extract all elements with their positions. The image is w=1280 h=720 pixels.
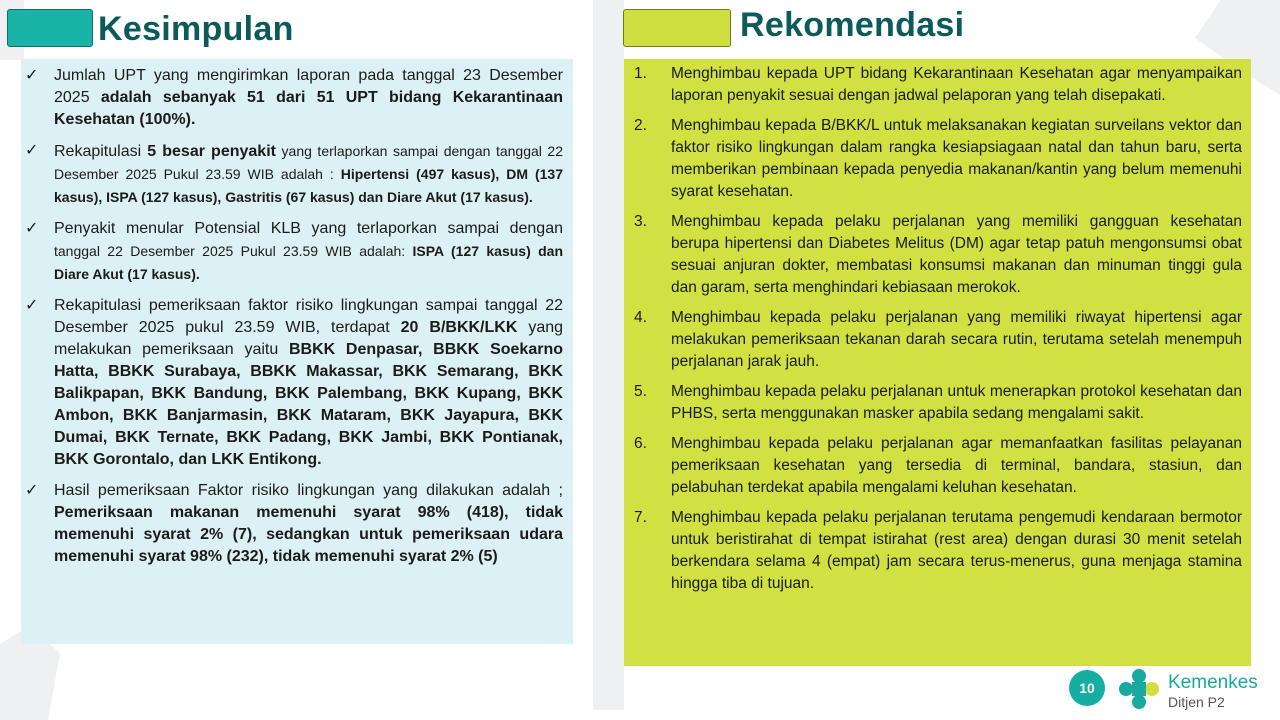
conclusion-text-bold: BBKK Denpasar, BBKK Soekarno Hatta, BBKK Surabaya, BBKK Makassar, BKK Semarang, BKK Balikpapan, BKK Bandung, BKK Palembang, BKK Kupang, BKK Ambon, BKK Banjarmasin, BKK Mataram, BKK Jayapura, BKK Dumai, BKK Ternate, BKK Padang, BKK Jambi, BKK Pontianak, BKK Gorontalo, dan LKK Entikong. [54, 341, 563, 468]
conclusion-text-bold: 20 B/BKK/LKK [400, 319, 518, 336]
recommendation-text: Menghimbau kepada pelaku perjalanan yang memiliki gangguan kesehatan berupa hipertensi dan Diabetes Melitus (DM) agar tetap patuh mengonsumsi obat sesuai anjuran dokter, membatasi konsumsi makanan dan minuman tinggi gula dan garam, serta menghindari kebiasaan merokok. [671, 213, 1242, 296]
conclusion-text: Rekapitulasi [54, 143, 148, 160]
conclusion-text-bold: adalah sebanyak 51 dari 51 UPT bidang Kekarantinaan Kesehatan (100%). [54, 89, 563, 128]
recommendation-text: Menghimbau kepada UPT bidang Kekarantinaan Kesehatan agar menyampaikan laporan penyakit sesuai dengan jadwal pelaporan yang telah disepakati. [671, 65, 1242, 104]
section-tab-rekomendasi [623, 9, 731, 47]
recommendation-item [634, 433, 1242, 499]
conclusion-text: Rekapitulasi pemeriksaan faktor risiko lingkungan sampai tanggal 22 Desember 2025 pukul 23.59 WIB, terdapat [54, 297, 563, 336]
recommendation-number: 7. [634, 509, 647, 526]
conclusion-item [21, 295, 563, 471]
page-number-badge: 10 [1069, 670, 1105, 706]
logo-name: Kemenkes [1168, 672, 1258, 693]
conclusion-list [21, 65, 563, 568]
conclusion-text: tanggal 22 Desember 2025 Pukul 23.59 WIB adalah: [54, 243, 413, 259]
check-icon: ✓ [25, 142, 39, 159]
conclusion-text-bold: Pemeriksaan makanan memenuhi syarat 98% (418), tidak memenuhi syarat 2% (7), sedangkan untuk pemeriksaan udara memenuhi syarat 98% (232), tidak memenuhi syarat 2% (5) [54, 504, 563, 565]
check-icon: ✓ [25, 67, 39, 84]
recommendation-number: 4. [634, 309, 647, 326]
conclusion-text-bold: 5 besar penyakit [147, 143, 276, 160]
conclusion-item [21, 480, 563, 568]
recommendation-text: Menghimbau kepada pelaku perjalanan terutama pengemudi kendaraan bermotor untuk beristirahat di tempat istirahat (rest area) dengan durasi 30 menit setelah berkendara selama 4 (empat) jam secara terus-menerus, guna menjaga stamina hingga tiba di tujuan. [671, 509, 1242, 592]
check-icon: ✓ [25, 220, 39, 237]
conclusion-text: Jumlah UPT yang mengirimkan laporan pada tanggal 23 Desember 2025 [54, 67, 563, 106]
recommendation-number: 6. [634, 435, 647, 452]
recommendation-item [634, 381, 1242, 425]
conclusion-item [21, 218, 563, 286]
check-icon: ✓ [25, 482, 39, 499]
section-title-rekomendasi: Rekomendasi [740, 6, 965, 44]
conclusion-text-bold: Hipertensi (497 kasus), DM (137 kasus), ISPA (127 kasus), Gastritis (67 kasus) dan Diare Akut (17 kasus). [54, 166, 563, 205]
recommendation-text: Menghimbau kepada pelaku perjalanan untuk menerapkan protokol kesehatan dan PHBS, serta menggunakan masker apabila sedang mengalami sakit. [671, 383, 1242, 422]
recommendation-item [634, 63, 1242, 107]
recommendation-text: Menghimbau kepada pelaku perjalanan yang memiliki riwayat hipertensi agar melakukan pemeriksaan tekanan darah secara rutin, terutama setelah menempuh perjalanan jarak jauh. [671, 309, 1242, 370]
recommendation-text: Menghimbau kepada pelaku perjalanan agar memanfaatkan fasilitas pelayanan pemeriksaan kesehatan yang tersedia di terminal, bandara, stasiun, dan pelabuhan terdekat apabila mengalami keluhan kesehatan. [671, 435, 1242, 496]
recommendation-item [634, 115, 1242, 203]
conclusion-item [21, 140, 563, 209]
conclusion-text: Penyakit menular Potensial KLB yang terlaporkan sampai dengan [54, 220, 563, 237]
kemenkes-logo-text [1168, 672, 1258, 711]
recommendation-number: 1. [634, 65, 647, 82]
conclusion-text: yang terlaporkan sampai dengan tanggal 22 Desember 2025 Pukul 23.59 WIB adalah : [54, 143, 563, 182]
recommendation-number: 5. [634, 383, 647, 400]
recommendation-item [634, 307, 1242, 373]
logo-subtitle: Ditjen P2 [1168, 694, 1225, 710]
recommendation-number: 3. [634, 213, 647, 230]
recommendation-number: 2. [634, 117, 647, 134]
conclusion-text-bold: ISPA (127 kasus) dan Diare Akut (17 kasus). [54, 243, 563, 282]
recommendation-list [634, 63, 1242, 595]
conclusion-item [21, 65, 563, 131]
conclusion-text: yang melakukan pemeriksaan yaitu [54, 319, 564, 358]
kemenkes-logo-icon [1117, 667, 1161, 711]
recommendation-item [634, 211, 1242, 299]
section-tab-kesimpulan [7, 9, 93, 47]
recommendation-item [634, 507, 1242, 595]
column-divider [593, 0, 624, 710]
recommendation-panel [624, 59, 1251, 666]
conclusion-panel [21, 59, 573, 644]
section-title-kesimpulan: Kesimpulan [98, 10, 294, 48]
check-icon: ✓ [25, 297, 39, 314]
conclusion-text: Hasil pemeriksaan Faktor risiko lingkungan yang dilakukan adalah ; [54, 482, 563, 499]
recommendation-text: Menghimbau kepada B/BKK/L untuk melaksanakan kegiatan surveilans vektor dan faktor risiko lingkungan dalam rangka kesiapsiagaan natal dan tahun baru, serta memberikan pembinaan kepada penyedia makanan/kantin yang belum memenuhi syarat kesehatan. [671, 117, 1242, 200]
